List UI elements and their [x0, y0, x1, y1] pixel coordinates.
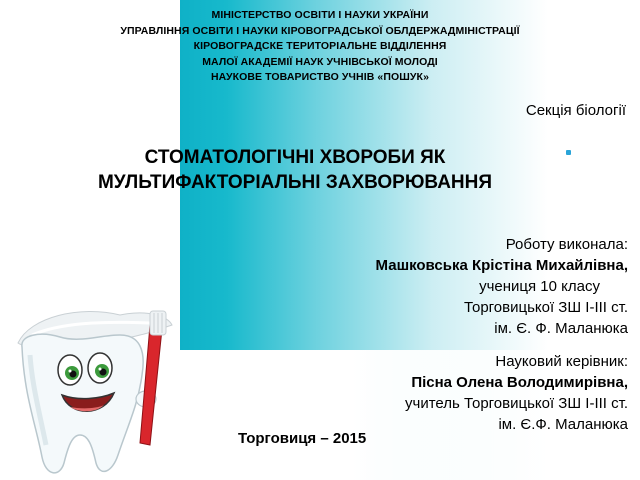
- header-line: НАУКОВЕ ТОВАРИСТВО УЧНІВ «ПОШУК»: [210, 71, 430, 84]
- institution-header: [0, 8, 640, 86]
- tooth-mascot-image: [0, 295, 210, 480]
- supervisor-school-name: ім. Є.Ф. Маланюка: [498, 416, 628, 433]
- header-line: КІРОВОГРАДСКЕ ТЕРИТОРІАЛЬНЕ ВІДДІЛЕННЯ: [193, 40, 447, 53]
- author-school-name: ім. Є. Ф. Маланюка: [494, 320, 628, 337]
- section-label: Секція біології: [525, 102, 626, 119]
- header-line: МІНІСТЕРСТВО ОСВІТИ І НАУКИ УКРАЇНИ: [211, 9, 429, 21]
- supervisor-name: Пісна Олена Володимирівна,: [411, 374, 628, 391]
- presentation-title: [60, 145, 530, 195]
- header-line: УПРАВЛІННЯ ОСВІТИ І НАУКИ КІРОВОГРАДСЬКОЇ ОБЛДЕРЖАДМІНІСТРАЦІЇ: [120, 24, 520, 37]
- supervisor-role: учитель Торговицької ЗШ І-ІІІ ст.: [405, 395, 628, 412]
- author-label: Роботу виконала:: [505, 236, 628, 253]
- city-year: Торговиця – 2015: [238, 430, 367, 447]
- title-line-2: МУЛЬТИФАКТОРІАЛЬНІ ЗАХВОРЮВАННЯ: [97, 172, 493, 193]
- header-line: МАЛОЇ АКАДЕМІЇ НАУК УЧНІВСЬКОЇ МОЛОДІ: [202, 55, 438, 68]
- supervisor-label: Науковий керівник:: [495, 353, 628, 370]
- decorative-dot: [566, 150, 571, 155]
- author-school: Торговицької ЗШ І-ІІІ ст.: [463, 299, 628, 316]
- title-line-1: СТОМАТОЛОГІЧНІ ХВОРОБИ ЯК: [144, 147, 446, 168]
- author-grade: учениця 10 класу: [479, 278, 600, 295]
- author-name: Машковська Крістіна Михайлівна,: [375, 257, 628, 274]
